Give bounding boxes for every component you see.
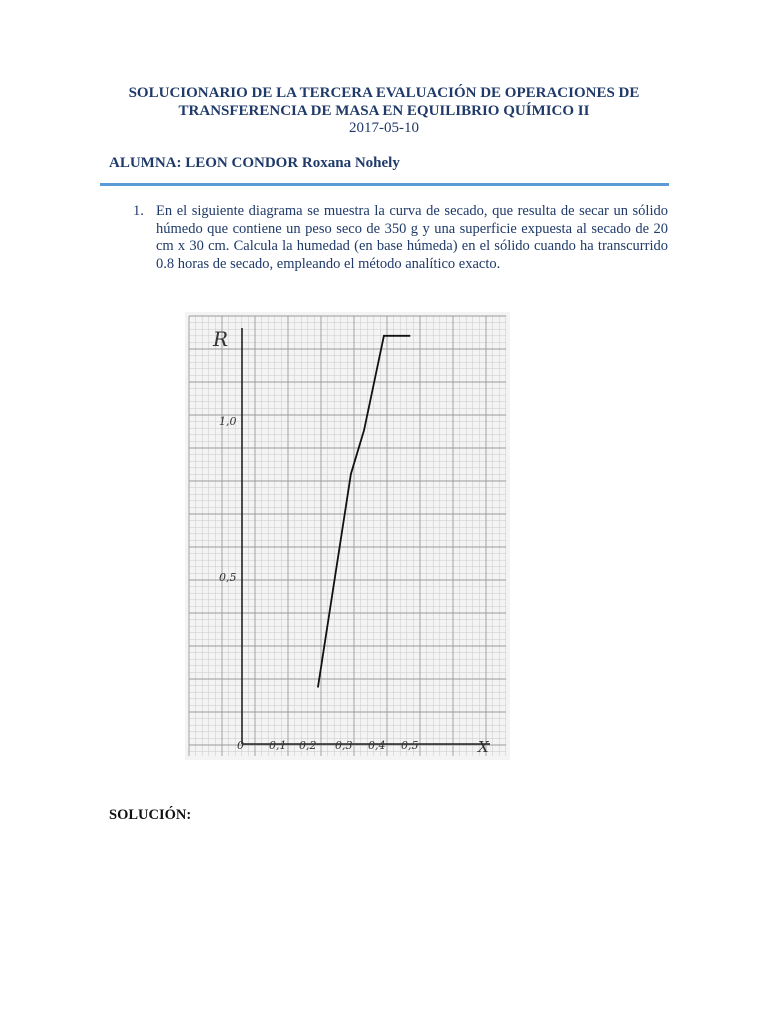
x-tick-label-0: 0	[237, 739, 244, 752]
drying-curve-chart	[185, 312, 510, 760]
x-tick-label-0-2: 0,2	[299, 739, 317, 752]
student-name: ALUMNA: LEON CONDOR Roxana Nohely	[109, 155, 400, 171]
y-tick-label-1: 1,0	[219, 415, 237, 428]
drying-curve-figure	[185, 312, 510, 760]
x-tick-label-0-3: 0,3	[335, 739, 353, 752]
question-text: En el siguiente diagrama se muestra la curva de secado, que resulta de secar un sólido húmedo que contiene un peso seco de 350 g y una superficie expuesta al secado de 20 cm x 30 cm. Calcula la humedad (en base húmeda) en el sólido cuando ha transcurrido 0.8 horas de secado, empleando el método analítico exacto.	[156, 203, 668, 272]
x-axis-label: X	[478, 738, 489, 756]
y-axis-label: R	[213, 327, 229, 351]
x-tick-label-0-5: 0,5	[401, 739, 419, 752]
x-tick-label-0-1: 0,1	[269, 739, 287, 752]
document-title: SOLUCIONARIO DE LA TERCERA EVALUACIÓN DE OPERACIONES DE TRANSFERENCIA DE MASA EN EQUILIBRIO QUÍMICO II	[128, 85, 640, 119]
header-divider	[100, 183, 669, 186]
x-tick-label-0-4: 0,4	[368, 739, 386, 752]
question-number: 1.	[133, 203, 144, 219]
solution-heading: SOLUCIÓN:	[109, 807, 192, 823]
document-date: 2017-05-10	[349, 120, 419, 136]
y-tick-label-0-5: 0,5	[219, 571, 237, 584]
